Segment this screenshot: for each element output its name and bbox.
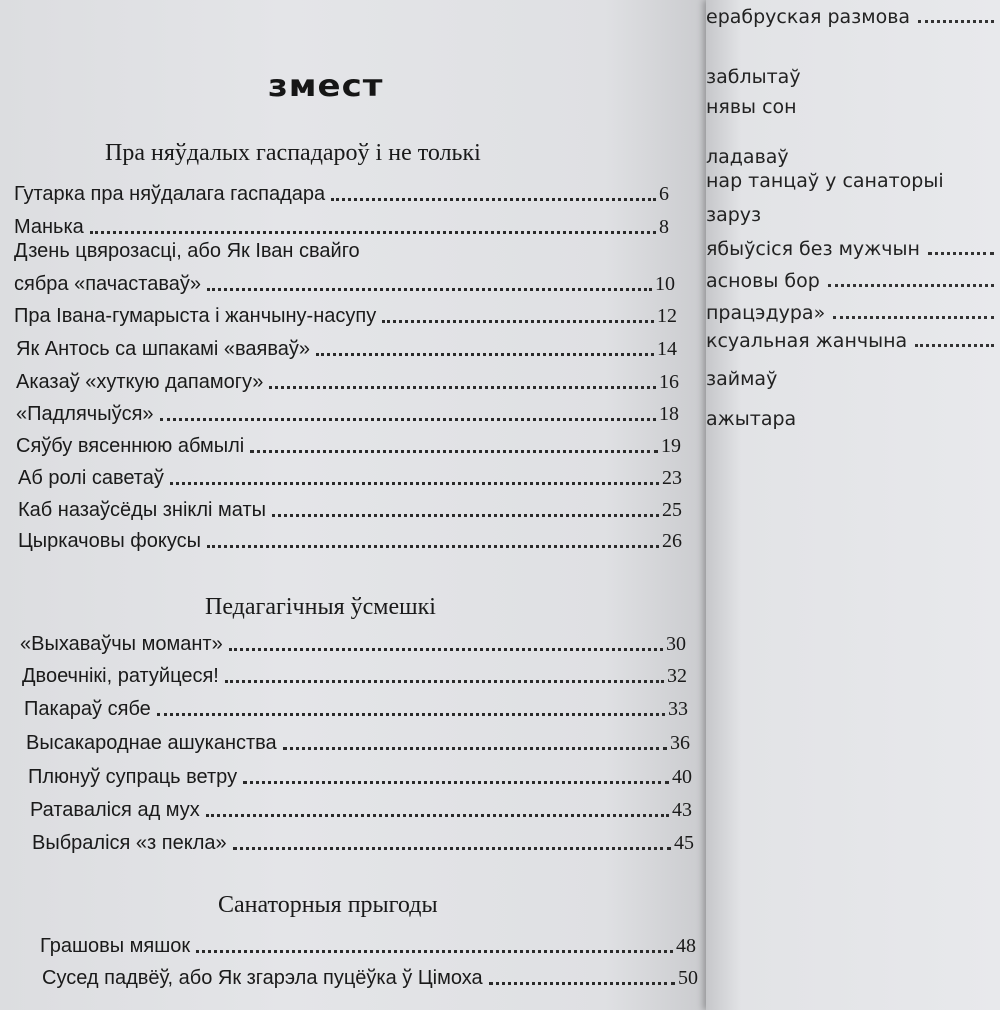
toc-title: змест xyxy=(268,68,384,104)
toc-entry: Грашовы мяшок 48 xyxy=(40,935,696,957)
page-number: 36 xyxy=(670,732,690,754)
right-toc-entry: ладаваў xyxy=(706,146,789,168)
section-title-2: Педагагічныя ўсмешкі xyxy=(205,594,436,620)
page-number: 18 xyxy=(659,403,679,425)
right-toc-entry: ерабруская размова xyxy=(706,2,1000,28)
dot-leader xyxy=(243,781,669,784)
page-number: 19 xyxy=(661,435,681,457)
dot-leader xyxy=(316,353,654,356)
dot-leader xyxy=(233,847,671,850)
toc-entry: Гутарка пра няўдалага гаспадара 6 xyxy=(14,183,669,205)
page-number: 14 xyxy=(657,338,677,360)
toc-entry: Высакароднае ашуканства 36 xyxy=(26,732,690,754)
dot-leader xyxy=(207,545,659,548)
toc-entry: Двоечнікі, ратуйцеся! 32 xyxy=(22,665,687,687)
page-number: 26 xyxy=(662,530,682,552)
dot-leader xyxy=(90,231,656,234)
toc-entry: Ратаваліся ад мух 43 xyxy=(30,799,692,821)
toc-entry: Манька 8 xyxy=(14,216,669,238)
right-toc-entry: заблытаў xyxy=(706,66,801,88)
right-toc-entry: нар танцаў у санаторыі xyxy=(706,170,944,192)
dot-leader xyxy=(207,288,652,291)
page-number: 40 xyxy=(672,766,692,788)
page-number: 45 xyxy=(674,832,694,854)
page-number: 25 xyxy=(662,499,682,521)
dot-leader xyxy=(170,482,659,485)
toc-entry: Аказаў «хуткую дапамогу» 16 xyxy=(16,371,679,393)
dot-leader xyxy=(918,20,994,23)
page-number: 48 xyxy=(676,935,696,957)
section-title-3: Санаторныя прыгоды xyxy=(218,892,438,918)
page-number: 12 xyxy=(657,305,677,327)
toc-entry: Выбраліся «з пекла» 45 xyxy=(32,832,694,854)
dot-leader xyxy=(225,680,664,683)
right-toc-entry: асновы бор xyxy=(706,266,1000,292)
dot-leader xyxy=(157,713,665,716)
dot-leader xyxy=(382,320,654,323)
dot-leader xyxy=(833,316,994,319)
toc-entry: Сяўбу вясеннюю абмылі 19 xyxy=(16,435,681,457)
dot-leader xyxy=(331,198,656,201)
page-number: 23 xyxy=(662,467,682,489)
right-toc-entry: ксуальная жанчына xyxy=(706,326,1000,352)
toc-entry: Цыркачовы фокусы 26 xyxy=(18,530,682,552)
toc-entry: Пакараў сябе 33 xyxy=(24,698,688,720)
dot-leader xyxy=(928,252,994,255)
toc-entry: Каб назаўсёды зніклі маты 25 xyxy=(18,499,682,521)
page-number: 6 xyxy=(659,183,669,205)
toc-entry-line1: Дзень цвярозасці, або Як Іван свайго xyxy=(14,240,360,262)
toc-entry: сябра «пачаставаў» 10 xyxy=(14,273,675,295)
toc-entry: Плюнуў супраць ветру 40 xyxy=(28,766,692,788)
toc-entry: Аб ролі саветаў 23 xyxy=(18,467,682,489)
dot-leader xyxy=(828,284,994,287)
page-number: 8 xyxy=(659,216,669,238)
dot-leader xyxy=(160,418,656,421)
dot-leader xyxy=(196,950,673,953)
dot-leader xyxy=(206,814,669,817)
right-toc-entry: ажытара xyxy=(706,408,797,430)
dot-leader xyxy=(269,386,656,389)
right-toc-entry: працэдура» xyxy=(706,298,1000,324)
dot-leader xyxy=(272,514,659,517)
toc-entry: Сусед падвёў, або Як згарэла пуцёўка ў Цімоха 50 xyxy=(42,967,698,989)
toc-entry: «Выхаваўчы момант» 30 xyxy=(20,633,686,655)
page-number: 10 xyxy=(655,273,675,295)
page-number: 43 xyxy=(672,799,692,821)
section-title-1: Пра няўдалых гаспадароў і не толькі xyxy=(105,140,481,166)
right-toc-entry: нявы сон xyxy=(706,96,797,118)
right-toc-entry: ябыўсіся без мужчын xyxy=(706,234,1000,260)
toc-entry: Як Антось са шпакамі «ваяваў» 14 xyxy=(16,338,677,360)
page-number: 30 xyxy=(666,633,686,655)
dot-leader xyxy=(489,982,675,985)
page-number: 16 xyxy=(659,371,679,393)
right-page xyxy=(706,0,1000,1010)
right-toc-entry: заруз xyxy=(706,204,762,226)
dot-leader xyxy=(250,450,658,453)
page-number: 50 xyxy=(678,967,698,989)
toc-entry: Пра Івана-гумарыста і жанчыну-насупу 12 xyxy=(14,305,677,327)
page-number: 32 xyxy=(667,665,687,687)
dot-leader xyxy=(915,344,994,347)
dot-leader xyxy=(229,648,663,651)
page-number: 33 xyxy=(668,698,688,720)
toc-entry: «Падлячыўся» 18 xyxy=(16,403,679,425)
right-toc-entry: займаў xyxy=(706,368,778,390)
dot-leader xyxy=(283,747,667,750)
